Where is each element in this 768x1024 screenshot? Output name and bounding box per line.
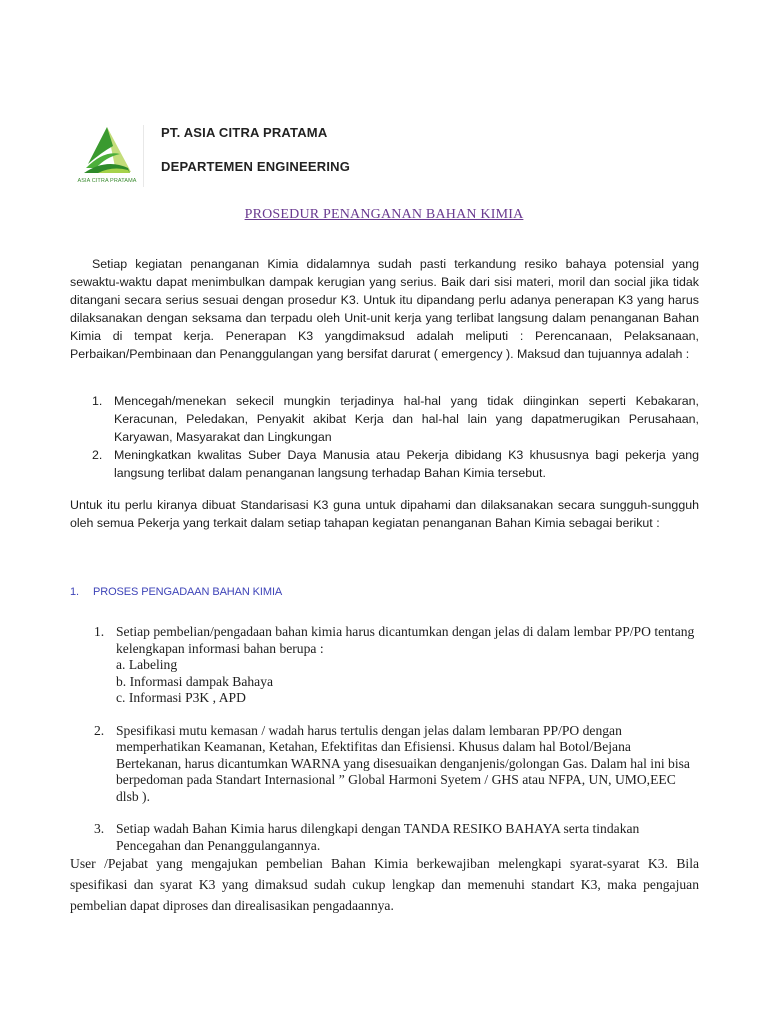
section-heading-text: PROSES PENGADAAN BAHAN KIMIA <box>93 586 283 598</box>
list-item-text: Spesifikasi mutu kemasan / wadah harus tertulis dengan jelas dalam lembaran PP/PO dengan memperhatikan Keamanan, Ketahan, Efektifitas dan Efisiensi. Khusus dalam hal Botol/Bejana Bertekanan, harus dicantumkan WARNA yang disesuaikan denganjenis/golongan Gas. Dalam hal ini bisa berpedoman pada Standart Internasional ” Global Harmoni Syetem / GHS atau NFPA, UN, UMO,EEC dlsb ). <box>116 722 690 804</box>
list-item-text: Setiap pembelian/pengadaan bahan kimia harus dicantumkan dengan jelas di dalam lembar PP/PO tentang kelengkapan informasi bahan berupa : <box>116 624 695 656</box>
logo-caption: ASIA CITRA PRATAMA <box>77 178 137 184</box>
list-number: 1. <box>92 394 103 408</box>
company-logo <box>76 124 138 188</box>
list-number: 3. <box>94 821 105 836</box>
company-name: PT. ASIA CITRA PRATAMA <box>161 125 328 140</box>
header-divider <box>143 125 144 187</box>
section-heading <box>70 586 282 598</box>
department-name: DEPARTEMEN ENGINEERING <box>161 159 351 174</box>
objectives-list <box>70 392 699 482</box>
standardization-paragraph: Untuk itu perlu kiranya dibuat Standarisasi K3 guna untuk dipahami dan dilaksanakan secara sungguh-sungguh oleh semua Pekerja yang terkait dalam setiap tahapan kegiatan penanganan Bahan Kimia sebagai berikut : <box>70 498 699 530</box>
intro-paragraph: Setiap kegiatan penanganan Kimia didalamnya sudah pasti terkandung resiko bahaya potensial yang sewaktu-waktu dapat menimbulkan dampak kerugian yang serius. Baik dari sisi materi, moril dan social jika tidak ditangani secara serius sesuai dengan prosedur K3. Untuk itu dipandang perlu adanya penerapan K3 yang harus dilaksanakan dengan seksama dan terpadu oleh Unit-unit kerja yang terlibat langsung dalam penanganan Bahan Kimia di tempat kerja. Penerapan K3 yangdimaksud adalah meliputi : Perencanaan, Pelaksanaan, Perbaikan/Pembinaan dan Penanggulangan yang bersifat darurat ( emergency ). Maksud dan tujuannya adalah : <box>70 257 699 361</box>
sub-item: b. Informasi dampak Bahaya <box>116 673 274 689</box>
list-item <box>70 446 699 482</box>
closing-paragraph: User /Pejabat yang mengajukan pembelian Bahan Kimia berkewajiban melengkapi syarat-syarat K3. Bila spesifikasi dan syarat K3 yang dimaksud sudah cukup lengkap dan memenuhi standart K3, maka pengajuan pembelian dapat diproses dan direalisasikan pengadaannya. <box>70 856 699 913</box>
pyramid-logo-icon <box>76 124 138 178</box>
list-number: 2. <box>92 448 103 462</box>
section-number: 1. <box>70 586 79 598</box>
list-item-text: Mencegah/menekan sekecil mungkin terjadinya hal-hal yang tidak diinginkan seperti Kebakaran, Keracunan, Peledakan, Penyakit akibat Kerja dan hal-hal lain yang dapatmerugikan Perusahaan, Karyawan, Masyarakat dan Lingkungan <box>114 394 699 444</box>
list-number: 1. <box>94 624 105 639</box>
list-item <box>94 821 699 854</box>
list-item <box>94 624 699 707</box>
list-number: 2. <box>94 722 105 738</box>
procurement-list <box>94 624 699 854</box>
list-item-text: Setiap wadah Bahan Kimia harus dilengkapi dengan TANDA RESIKO BAHAYA serta tindakan Pencegahan dan Penanggulangannya. <box>116 821 640 853</box>
list-item-text: Meningkatkan kwalitas Suber Daya Manusia atau Pekerja dibidang K3 khususnya bagi pekerja yang langsung terlibat dalam penanganan langsung terhadap Bahan Kimia tersebut. <box>114 448 699 480</box>
list-item <box>70 392 699 446</box>
document-title: PROSEDUR PENANGANAN BAHAN KIMIA <box>244 207 524 222</box>
list-item <box>94 723 699 806</box>
sub-item: c. Informasi P3K , APD <box>116 690 246 705</box>
sub-item: a. Labeling <box>116 657 178 672</box>
